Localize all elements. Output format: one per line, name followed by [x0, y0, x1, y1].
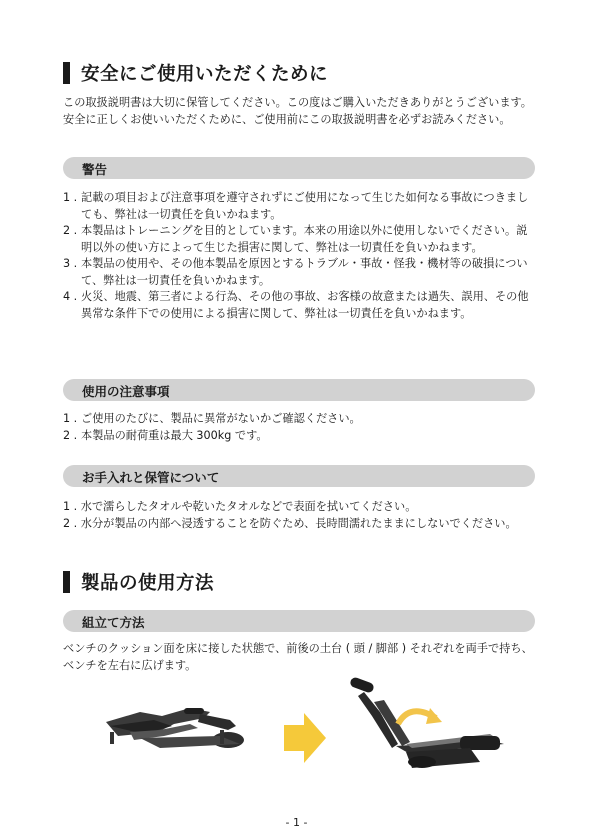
warning-heading: 警告 — [82, 162, 108, 177]
list-item: 1 . ご使用のたびに、製品に異常がないかご確認ください。 — [63, 412, 361, 425]
list-item: 2 . 本製品はトレーニングを目的としています。本来の用途以外に使用しないでください。説明以外の使い方によって生じた損害に関して、弊社は一切責任を負いかねます。 — [63, 224, 528, 254]
intro-paragraph: この取扱説明書は大切に保管してください。この度はご購入いただきありがとうございます。安全に正しくお使いいただくために、ご使用前にこの取扱説明書を必ずお読みください。 — [63, 96, 532, 126]
assembly-paragraph: ベンチのクッション面を床に接した状態で、前後の土台 ( 頭 / 脚部 ) それぞれを両手で持ち、ベンチを左右に広げます。 — [63, 642, 533, 672]
warning-heading-band — [63, 157, 535, 179]
usage-title — [63, 569, 214, 595]
assembly-heading: 組立て方法 — [82, 615, 145, 630]
list-item: 1 . 記載の項目および注意事項を遵守されずにご使用になって生じた如何なる事故につきましても、弊社は一切責任を負いかねます。 — [63, 191, 529, 221]
list-item: 3 . 本製品の使用や、その他本製品を原因とするトラブル・事故・怪我・機材等の破損について、弊社は一切責任を負いかねます。 — [63, 257, 528, 287]
safety-title — [63, 60, 328, 86]
arrow-right-icon — [284, 713, 326, 763]
page-number: - 1 - — [285, 816, 308, 829]
care-heading-band — [63, 465, 535, 487]
usage-title-text: 製品の使用方法 — [81, 573, 215, 594]
safety-title-text: 安全にご使用いただくために — [81, 64, 329, 85]
care-item-2: 2 . 水分が製品の内部へ浸透することを防ぐため、長時間濡れたままにしないでください。 — [63, 517, 517, 530]
caution-list — [63, 411, 535, 444]
warning-list — [63, 190, 535, 322]
care-heading: お手入れと保管について — [82, 470, 220, 485]
unfolding-bench-illustration — [340, 672, 510, 772]
folded-bench-illustration — [100, 700, 250, 760]
assembly-heading-band — [63, 610, 535, 632]
caution-heading-band — [63, 379, 535, 401]
title-marker — [63, 62, 70, 84]
care-item-1: 1 . 水で濡らしたタオルや乾いたタオルなどで表面を拭いてください。 — [63, 500, 417, 513]
list-item: 4 . 火災、地震、第三者による行為、その他の事故、お客様の故意または過失、誤用、その他異常な条件下での使用による損害に関して、弊社は一切責任を負いかねます。 — [63, 290, 529, 320]
caution-heading: 使用の注意事項 — [82, 384, 170, 399]
list-item: 2 . 本製品の耐荷重は最大 300kg です。 — [63, 428, 268, 442]
title-marker — [63, 571, 70, 593]
